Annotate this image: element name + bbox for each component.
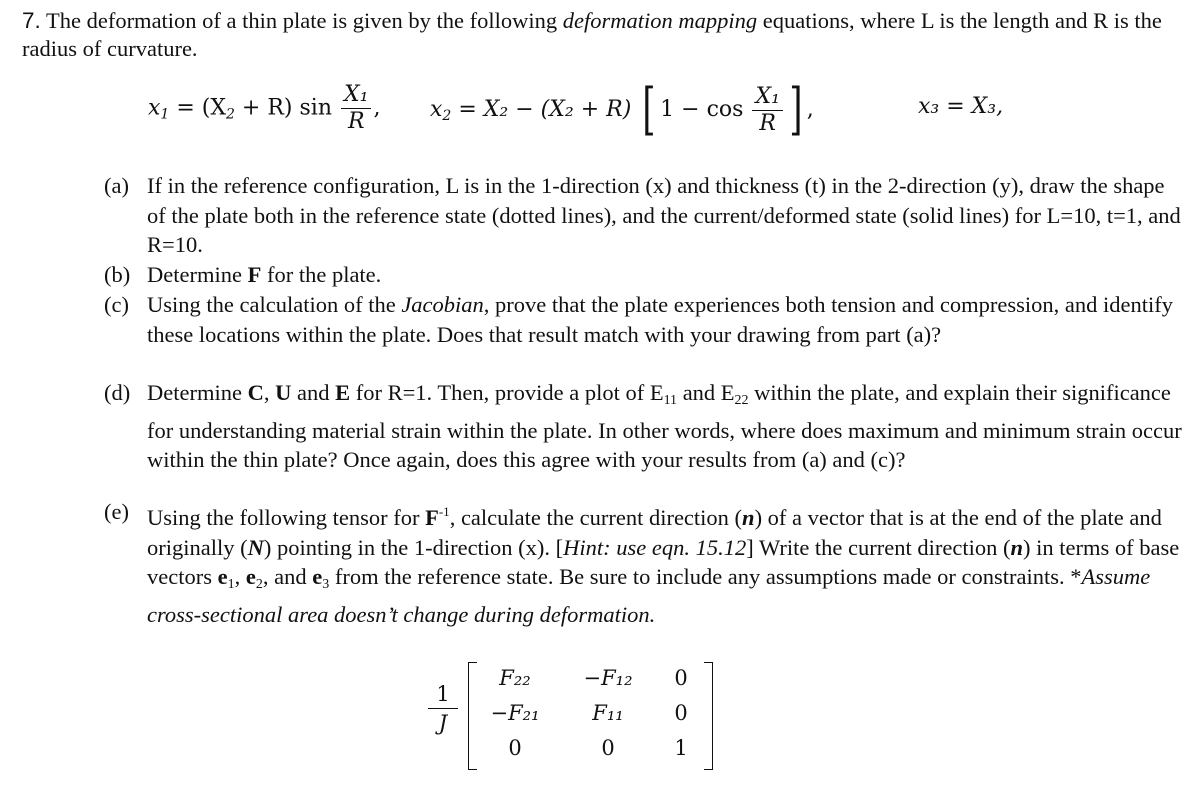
part-d-text-c: and E: [677, 380, 735, 405]
eq2-body: = X₂ − (X₂ + R): [451, 97, 639, 122]
part-a-text: If in the reference configuration, L is in the 1-direction (x) and thickness (t) in the 2-direction (y), draw the shape of the plate both in the reference state (dotted lines), and the current/deformed state (solid lines) for L=10, t=1, and R=10.: [147, 173, 1181, 257]
eq1-numerator: X₁: [341, 82, 371, 109]
part-b: [104, 260, 1184, 290]
part-d-sep-2: and: [291, 380, 336, 405]
part-d-U: U: [275, 380, 292, 405]
part-c-text-b: , prove that the plate experiences both tension and compression, and identify these locations within the plate. Does that result match with your drawing from part (a)?: [147, 292, 1173, 347]
part-e-n-2: n: [1010, 534, 1023, 560]
matrix-cell-r2c3: 0: [674, 701, 688, 725]
part-d-text: [147, 378, 1184, 475]
eq2-denominator: R: [759, 110, 776, 136]
intro-text-b: equations, where L is the length and R is the radius of curvature.: [22, 8, 1162, 61]
eq1-rest: + R) sin: [234, 95, 339, 121]
part-b-label: (b): [104, 262, 131, 287]
matrix-cell-r1c2: −F₁₂: [583, 666, 633, 690]
inverse-F-matrix: [428, 656, 728, 774]
part-e-text-d: ) pointing in the 1-direction (x). [: [263, 534, 564, 560]
matrix-cell-r3c3: 1: [674, 736, 688, 760]
eq2-lhs: x: [430, 97, 443, 122]
eq2-bracket-close: ]: [789, 77, 803, 142]
matrix-cell-r1c3: 0: [674, 666, 688, 690]
equation-x1: [148, 82, 380, 144]
eq2-tail: ,: [806, 97, 814, 122]
part-d-text-a: Determine: [147, 380, 248, 405]
part-e-F: F: [425, 505, 439, 530]
part-b-text: [147, 260, 1184, 290]
matrix-left-bracket: [468, 662, 477, 770]
part-d-C: C: [247, 380, 264, 405]
problem-number: 7.: [22, 8, 41, 33]
eq1-lhs-sub: 1: [160, 106, 170, 123]
part-e-e3-sub: 3: [322, 577, 330, 592]
part-d-sub-11: 11: [663, 393, 678, 408]
intro-emphasis: deformation mapping: [562, 8, 758, 33]
matrix-prefix-numerator: 1: [428, 680, 458, 709]
part-e-label: (e): [104, 499, 129, 524]
matrix-cell-r2c1: −F₂₁: [490, 701, 540, 725]
part-e-e1: e: [217, 564, 228, 589]
part-e-n-1: n: [742, 505, 755, 530]
eq2-bracket-open: [: [642, 77, 656, 142]
part-b-text-b: for the plate.: [261, 262, 382, 287]
part-e-e2: e: [245, 564, 256, 589]
matrix-prefix-fraction: [428, 680, 458, 737]
eq1-tail: ,: [373, 95, 381, 121]
eq1-mid-sub: 2: [226, 106, 235, 123]
matrix-prefix-denominator: J: [438, 711, 448, 735]
matrix-cell-r3c1: 0: [508, 736, 522, 760]
part-e-text: [147, 497, 1184, 629]
part-c-text-a: Using the calculation of the: [147, 292, 402, 317]
part-e-text-a: Using the following tensor for: [147, 505, 426, 530]
part-b-F: F: [247, 262, 262, 287]
part-e-assumption: Assume cross-sectional area doesn’t change during deformation.: [147, 564, 1151, 627]
eq2-numerator: X₁: [752, 84, 782, 111]
part-e-inverse-sup: -1: [438, 504, 450, 519]
part-d-text-b: for R=1. Then, provide a plot of E: [350, 380, 664, 405]
part-c-jacobian: Jacobian: [401, 292, 484, 317]
part-c: [104, 290, 1184, 349]
part-e-N: N: [247, 534, 264, 560]
matrix-cell-r2c2: F₁₁: [592, 701, 624, 725]
part-e-e2-sub: 2: [255, 577, 263, 592]
matrix-cell-r3c2: 0: [601, 736, 615, 760]
part-e-text-b: , calculate the current direction (: [449, 505, 743, 530]
part-e: [104, 497, 1184, 629]
part-d-sep-1: ,: [263, 380, 276, 405]
part-d-text-d: within the plate, and explain their significance for understanding material strain within the plate. In other words, where does maximum and minimum strain occur within the thin plate? Once again, does this agree with your results from (a) and (c)?: [147, 380, 1182, 472]
part-d-E: E: [335, 380, 351, 405]
part-e-text-e: ] Write the current direction (: [746, 534, 1011, 560]
eq2-fraction: [752, 84, 782, 137]
eq1-mid: = (X: [169, 95, 227, 121]
part-e-e1-sub: 1: [227, 577, 235, 592]
part-c-label: (c): [104, 292, 129, 317]
eq2-lhs-sub: 2: [442, 108, 452, 124]
part-e-e3: e: [312, 564, 323, 589]
part-a-label: (a): [104, 173, 129, 198]
problem-statement: [22, 7, 1182, 63]
eq3-text: x₃ = X₃,: [918, 94, 1004, 119]
part-e-text-c: ) of a vector that is at the end of the plate and originally (: [147, 505, 1162, 560]
equation-x2: [430, 77, 814, 144]
eq1-fraction: [341, 82, 371, 135]
intro-text-a: The deformation of a thin plate is given by the following: [45, 8, 563, 33]
part-e-comma-2: , and: [262, 564, 313, 589]
part-e-text-g: from the reference state. Be sure to include any assumptions made or constraints. *: [329, 564, 1082, 589]
part-d-label: (d): [104, 380, 131, 405]
eq1-denominator: R: [347, 109, 365, 134]
eq2-inner: 1 − cos: [660, 97, 751, 122]
part-d-sub-22: 22: [734, 393, 749, 408]
part-e-comma-1: ,: [234, 564, 246, 589]
part-c-text: [147, 290, 1184, 349]
part-e-hint: Hint: use eqn. 15.12: [563, 534, 747, 560]
part-d: [104, 378, 1184, 475]
part-b-text-a: Determine: [147, 262, 248, 287]
equation-x3: [918, 94, 1003, 156]
part-e-text-f: ) in terms of base vectors: [147, 534, 1180, 589]
part-a: [104, 171, 1184, 260]
eq1-lhs: x: [148, 95, 161, 121]
matrix-cell-r1c1: F₂₂: [499, 666, 531, 690]
